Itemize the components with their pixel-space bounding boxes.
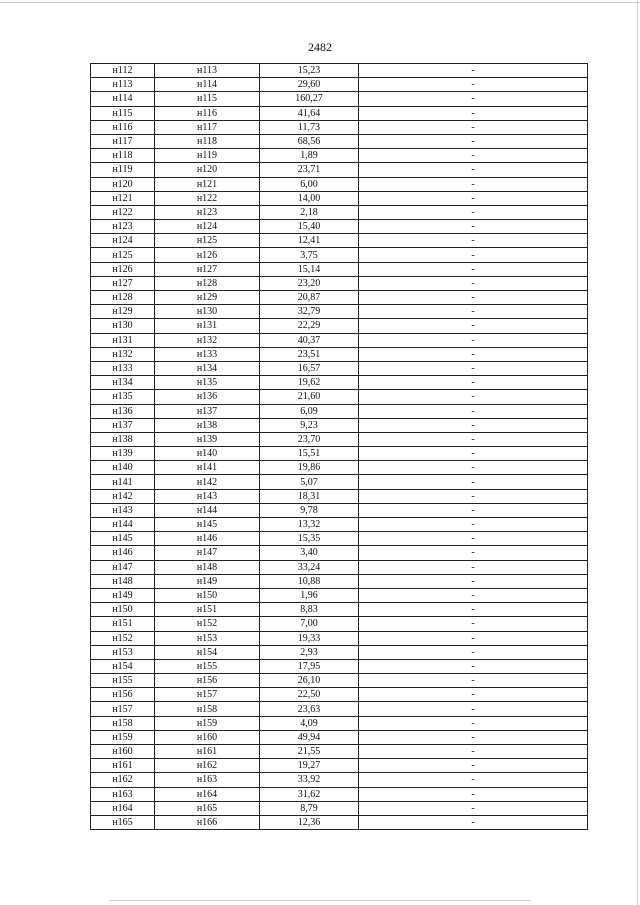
note-cell: - — [359, 134, 588, 148]
note-cell: - — [359, 92, 588, 106]
to-point-cell: н133 — [155, 347, 260, 361]
to-point-cell: н118 — [155, 134, 260, 148]
note-cell: - — [359, 248, 588, 262]
table-row — [91, 220, 588, 234]
table-row — [91, 702, 588, 716]
note-cell: - — [359, 546, 588, 560]
to-point-cell: н117 — [155, 120, 260, 134]
table-row — [91, 801, 588, 815]
scan-edge-top — [0, 2, 640, 3]
length-cell: 49,94 — [260, 730, 359, 744]
to-point-cell: н131 — [155, 319, 260, 333]
from-point-cell: н126 — [91, 262, 155, 276]
length-cell: 23,71 — [260, 163, 359, 177]
note-cell: - — [359, 404, 588, 418]
from-point-cell: н134 — [91, 376, 155, 390]
from-point-cell: н163 — [91, 787, 155, 801]
length-cell: 31,62 — [260, 787, 359, 801]
table-row — [91, 234, 588, 248]
to-point-cell: н139 — [155, 432, 260, 446]
from-point-cell: н115 — [91, 106, 155, 120]
to-point-cell: н126 — [155, 248, 260, 262]
length-cell: 19,27 — [260, 759, 359, 773]
table-row — [91, 432, 588, 446]
note-cell: - — [359, 234, 588, 248]
length-cell: 8,83 — [260, 603, 359, 617]
table-row — [91, 645, 588, 659]
length-cell: 33,92 — [260, 773, 359, 787]
length-cell: 2,93 — [260, 645, 359, 659]
length-cell: 2,18 — [260, 205, 359, 219]
table-row — [91, 305, 588, 319]
note-cell: - — [359, 631, 588, 645]
length-cell: 21,60 — [260, 390, 359, 404]
note-cell: - — [359, 588, 588, 602]
table-row — [91, 631, 588, 645]
table-row — [91, 376, 588, 390]
from-point-cell: н155 — [91, 674, 155, 688]
length-cell: 14,00 — [260, 191, 359, 205]
from-point-cell: н136 — [91, 404, 155, 418]
table-row — [91, 347, 588, 361]
table-row — [91, 149, 588, 163]
table-row — [91, 106, 588, 120]
to-point-cell: н119 — [155, 149, 260, 163]
note-cell: - — [359, 461, 588, 475]
to-point-cell: н134 — [155, 361, 260, 375]
length-cell: 15,40 — [260, 220, 359, 234]
to-point-cell: н129 — [155, 291, 260, 305]
note-cell: - — [359, 432, 588, 446]
note-cell: - — [359, 759, 588, 773]
to-point-cell: н130 — [155, 305, 260, 319]
table-row — [91, 92, 588, 106]
length-cell: 19,62 — [260, 376, 359, 390]
note-cell: - — [359, 291, 588, 305]
from-point-cell: н159 — [91, 730, 155, 744]
note-cell: - — [359, 106, 588, 120]
length-cell: 1,89 — [260, 149, 359, 163]
from-point-cell: н156 — [91, 688, 155, 702]
note-cell: - — [359, 787, 588, 801]
note-cell: - — [359, 745, 588, 759]
note-cell: - — [359, 560, 588, 574]
note-cell: - — [359, 319, 588, 333]
table-row — [91, 191, 588, 205]
note-cell: - — [359, 276, 588, 290]
to-point-cell: н156 — [155, 674, 260, 688]
note-cell: - — [359, 674, 588, 688]
table-row — [91, 745, 588, 759]
length-cell: 33,24 — [260, 560, 359, 574]
from-point-cell: н116 — [91, 120, 155, 134]
to-point-cell: н121 — [155, 177, 260, 191]
table-row — [91, 248, 588, 262]
length-cell: 20,87 — [260, 291, 359, 305]
length-cell: 10,88 — [260, 574, 359, 588]
length-cell: 26,10 — [260, 674, 359, 688]
note-cell: - — [359, 702, 588, 716]
to-point-cell: н113 — [155, 64, 260, 78]
table-row — [91, 319, 588, 333]
note-cell: - — [359, 262, 588, 276]
length-cell: 40,37 — [260, 333, 359, 347]
length-cell: 23,63 — [260, 702, 359, 716]
table-row — [91, 688, 588, 702]
to-point-cell: н162 — [155, 759, 260, 773]
length-cell: 7,00 — [260, 617, 359, 631]
from-point-cell: н151 — [91, 617, 155, 631]
to-point-cell: н115 — [155, 92, 260, 106]
note-cell: - — [359, 659, 588, 673]
table-row — [91, 787, 588, 801]
note-cell: - — [359, 801, 588, 815]
length-cell: 19,33 — [260, 631, 359, 645]
length-cell: 16,57 — [260, 361, 359, 375]
to-point-cell: н136 — [155, 390, 260, 404]
note-cell: - — [359, 773, 588, 787]
page-number: 2482 — [308, 40, 332, 54]
from-point-cell: н164 — [91, 801, 155, 815]
table-row — [91, 503, 588, 517]
to-point-cell: н138 — [155, 418, 260, 432]
note-cell: - — [359, 163, 588, 177]
to-point-cell: н150 — [155, 588, 260, 602]
table-row — [91, 489, 588, 503]
from-point-cell: н139 — [91, 447, 155, 461]
note-cell: - — [359, 390, 588, 404]
from-point-cell: н149 — [91, 588, 155, 602]
table-row — [91, 361, 588, 375]
table-row — [91, 815, 588, 829]
to-point-cell: н146 — [155, 532, 260, 546]
to-point-cell: н135 — [155, 376, 260, 390]
table-row — [91, 532, 588, 546]
coordinates-table — [90, 63, 588, 830]
to-point-cell: н141 — [155, 461, 260, 475]
to-point-cell: н165 — [155, 801, 260, 815]
table-row — [91, 716, 588, 730]
from-point-cell: н120 — [91, 177, 155, 191]
note-cell: - — [359, 418, 588, 432]
table-row — [91, 588, 588, 602]
table-row — [91, 546, 588, 560]
to-point-cell: н154 — [155, 645, 260, 659]
length-cell: 1,96 — [260, 588, 359, 602]
from-point-cell: н160 — [91, 745, 155, 759]
length-cell: 68,56 — [260, 134, 359, 148]
from-point-cell: н117 — [91, 134, 155, 148]
table-row — [91, 603, 588, 617]
table-row — [91, 759, 588, 773]
to-point-cell: н155 — [155, 659, 260, 673]
from-point-cell: н129 — [91, 305, 155, 319]
length-cell: 17,95 — [260, 659, 359, 673]
from-point-cell: н131 — [91, 333, 155, 347]
from-point-cell: н114 — [91, 92, 155, 106]
table-row — [91, 177, 588, 191]
from-point-cell: н144 — [91, 518, 155, 532]
from-point-cell: н113 — [91, 78, 155, 92]
from-point-cell: н128 — [91, 291, 155, 305]
note-cell: - — [359, 815, 588, 829]
to-point-cell: н157 — [155, 688, 260, 702]
from-point-cell: н138 — [91, 432, 155, 446]
to-point-cell: н120 — [155, 163, 260, 177]
to-point-cell: н116 — [155, 106, 260, 120]
to-point-cell: н124 — [155, 220, 260, 234]
from-point-cell: н150 — [91, 603, 155, 617]
from-point-cell: н161 — [91, 759, 155, 773]
table-row — [91, 64, 588, 78]
from-point-cell: н140 — [91, 461, 155, 475]
table-row — [91, 404, 588, 418]
note-cell: - — [359, 617, 588, 631]
from-point-cell: н135 — [91, 390, 155, 404]
to-point-cell: н122 — [155, 191, 260, 205]
length-cell: 160,27 — [260, 92, 359, 106]
from-point-cell: н133 — [91, 361, 155, 375]
from-point-cell: н112 — [91, 64, 155, 78]
length-cell: 3,75 — [260, 248, 359, 262]
to-point-cell: н161 — [155, 745, 260, 759]
note-cell: - — [359, 518, 588, 532]
length-cell: 8,79 — [260, 801, 359, 815]
note-cell: - — [359, 376, 588, 390]
table-row — [91, 276, 588, 290]
from-point-cell: н123 — [91, 220, 155, 234]
length-cell: 15,35 — [260, 532, 359, 546]
note-cell: - — [359, 688, 588, 702]
to-point-cell: н160 — [155, 730, 260, 744]
to-point-cell: н142 — [155, 475, 260, 489]
to-point-cell: н166 — [155, 815, 260, 829]
note-cell: - — [359, 78, 588, 92]
length-cell: 41,64 — [260, 106, 359, 120]
note-cell: - — [359, 333, 588, 347]
to-point-cell: н127 — [155, 262, 260, 276]
from-point-cell: н121 — [91, 191, 155, 205]
table-row — [91, 560, 588, 574]
to-point-cell: н128 — [155, 276, 260, 290]
scan-edge-right — [637, 0, 638, 905]
table-row — [91, 773, 588, 787]
table-row — [91, 674, 588, 688]
from-point-cell: н165 — [91, 815, 155, 829]
note-cell: - — [359, 447, 588, 461]
note-cell: - — [359, 503, 588, 517]
length-cell: 12,41 — [260, 234, 359, 248]
length-cell: 32,79 — [260, 305, 359, 319]
length-cell: 9,78 — [260, 503, 359, 517]
table-row — [91, 205, 588, 219]
note-cell: - — [359, 730, 588, 744]
note-cell: - — [359, 177, 588, 191]
length-cell: 23,70 — [260, 432, 359, 446]
note-cell: - — [359, 645, 588, 659]
from-point-cell: н119 — [91, 163, 155, 177]
length-cell: 3,40 — [260, 546, 359, 560]
length-cell: 9,23 — [260, 418, 359, 432]
table-row — [91, 262, 588, 276]
note-cell: - — [359, 205, 588, 219]
note-cell: - — [359, 191, 588, 205]
from-point-cell: н158 — [91, 716, 155, 730]
table-row — [91, 475, 588, 489]
length-cell: 15,23 — [260, 64, 359, 78]
note-cell: - — [359, 603, 588, 617]
table-row — [91, 134, 588, 148]
table-row — [91, 574, 588, 588]
to-point-cell: н140 — [155, 447, 260, 461]
table-row — [91, 659, 588, 673]
table-row — [91, 120, 588, 134]
from-point-cell: н154 — [91, 659, 155, 673]
to-point-cell: н132 — [155, 333, 260, 347]
length-cell: 4,09 — [260, 716, 359, 730]
length-cell: 6,09 — [260, 404, 359, 418]
from-point-cell: н127 — [91, 276, 155, 290]
length-cell: 22,50 — [260, 688, 359, 702]
table-row — [91, 291, 588, 305]
table-row — [91, 163, 588, 177]
from-point-cell: н118 — [91, 149, 155, 163]
note-cell: - — [359, 64, 588, 78]
from-point-cell: н146 — [91, 546, 155, 560]
note-cell: - — [359, 489, 588, 503]
length-cell: 23,51 — [260, 347, 359, 361]
from-point-cell: н152 — [91, 631, 155, 645]
length-cell: 19,86 — [260, 461, 359, 475]
length-cell: 29,60 — [260, 78, 359, 92]
to-point-cell: н137 — [155, 404, 260, 418]
from-point-cell: н145 — [91, 532, 155, 546]
note-cell: - — [359, 574, 588, 588]
from-point-cell: н142 — [91, 489, 155, 503]
from-point-cell: н141 — [91, 475, 155, 489]
length-cell: 11,73 — [260, 120, 359, 134]
to-point-cell: н148 — [155, 560, 260, 574]
to-point-cell: н152 — [155, 617, 260, 631]
table-row — [91, 518, 588, 532]
to-point-cell: н151 — [155, 603, 260, 617]
table-row — [91, 461, 588, 475]
note-cell: - — [359, 120, 588, 134]
to-point-cell: н144 — [155, 503, 260, 517]
length-cell: 22,29 — [260, 319, 359, 333]
to-point-cell: н163 — [155, 773, 260, 787]
from-point-cell: н137 — [91, 418, 155, 432]
length-cell: 21,55 — [260, 745, 359, 759]
note-cell: - — [359, 361, 588, 375]
length-cell: 23,20 — [260, 276, 359, 290]
to-point-cell: н164 — [155, 787, 260, 801]
table-row — [91, 78, 588, 92]
from-point-cell: н124 — [91, 234, 155, 248]
note-cell: - — [359, 532, 588, 546]
length-cell: 6,00 — [260, 177, 359, 191]
to-point-cell: н123 — [155, 205, 260, 219]
length-cell: 13,32 — [260, 518, 359, 532]
from-point-cell: н162 — [91, 773, 155, 787]
table-row — [91, 730, 588, 744]
note-cell: - — [359, 149, 588, 163]
length-cell: 15,51 — [260, 447, 359, 461]
from-point-cell: н147 — [91, 560, 155, 574]
to-point-cell: н159 — [155, 716, 260, 730]
from-point-cell: н153 — [91, 645, 155, 659]
from-point-cell: н130 — [91, 319, 155, 333]
to-point-cell: н125 — [155, 234, 260, 248]
length-cell: 5,07 — [260, 475, 359, 489]
table-row — [91, 418, 588, 432]
to-point-cell: н158 — [155, 702, 260, 716]
note-cell: - — [359, 220, 588, 234]
table-row — [91, 390, 588, 404]
note-cell: - — [359, 347, 588, 361]
table-row — [91, 333, 588, 347]
from-point-cell: н143 — [91, 503, 155, 517]
to-point-cell: н149 — [155, 574, 260, 588]
from-point-cell: н125 — [91, 248, 155, 262]
note-cell: - — [359, 716, 588, 730]
from-point-cell: н132 — [91, 347, 155, 361]
to-point-cell: н145 — [155, 518, 260, 532]
to-point-cell: н153 — [155, 631, 260, 645]
table-row — [91, 447, 588, 461]
to-point-cell: н147 — [155, 546, 260, 560]
from-point-cell: н148 — [91, 574, 155, 588]
from-point-cell: н122 — [91, 205, 155, 219]
table-row — [91, 617, 588, 631]
to-point-cell: н143 — [155, 489, 260, 503]
length-cell: 18,31 — [260, 489, 359, 503]
to-point-cell: н114 — [155, 78, 260, 92]
note-cell: - — [359, 475, 588, 489]
scan-edge-bottom — [110, 900, 530, 901]
length-cell: 15,14 — [260, 262, 359, 276]
from-point-cell: н157 — [91, 702, 155, 716]
length-cell: 12,36 — [260, 815, 359, 829]
note-cell: - — [359, 305, 588, 319]
